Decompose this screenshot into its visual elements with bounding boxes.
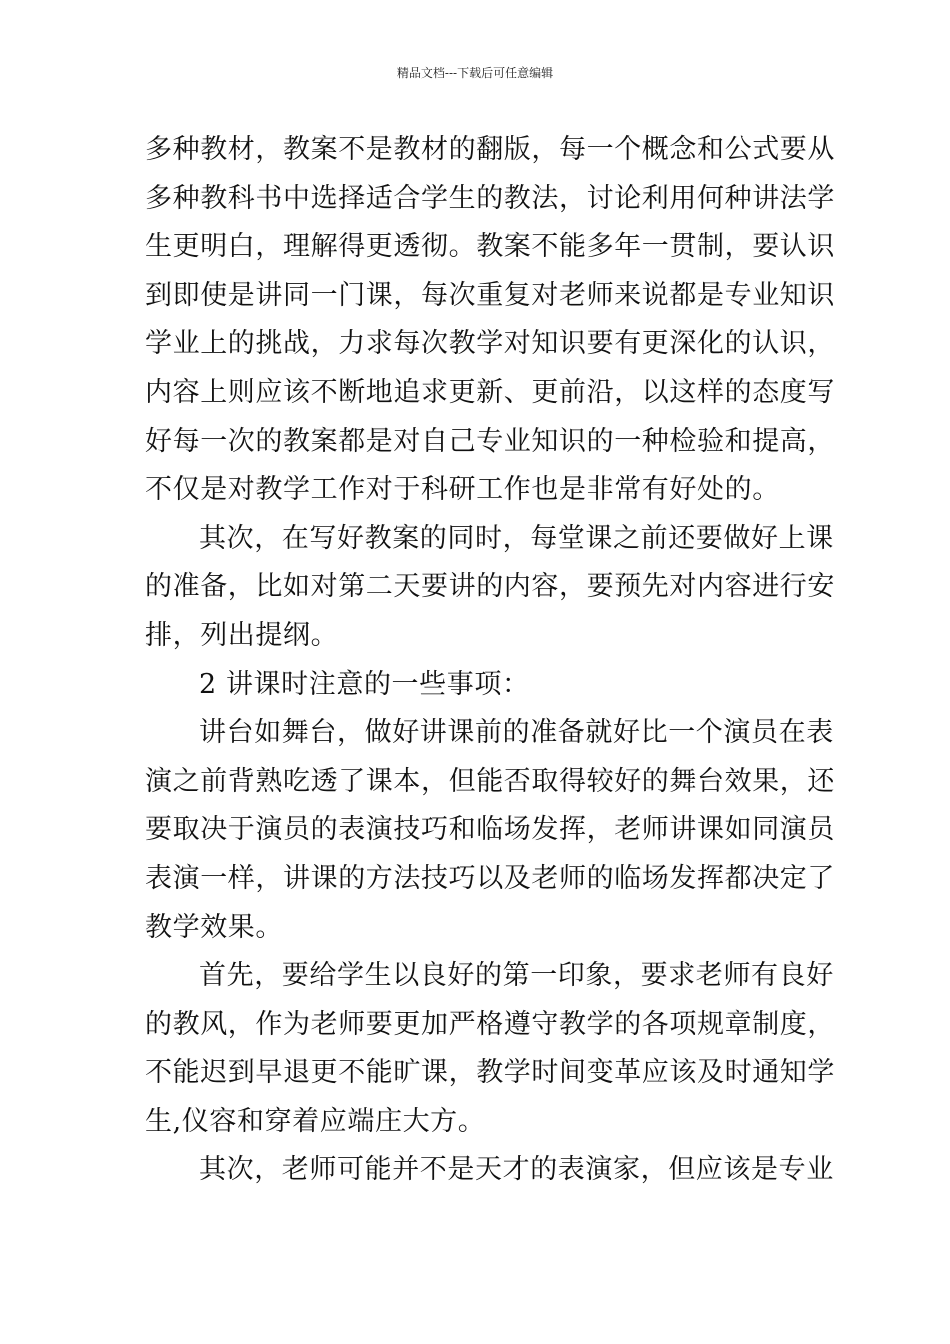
text-line: 的教风，作为老师要更加严格遵守教学的各项规章制度， <box>145 1008 835 1040</box>
text-line: 演之前背熟吃透了课本，但能否取得较好的舞台效果，还 <box>145 765 835 797</box>
text-line: 多种教材，教案不是教材的翻版，每一个概念和公式要从 <box>145 134 835 165</box>
text-line: 生更明白，理解得更透彻。教案不能多年一贯制，要认识 <box>145 231 835 263</box>
paragraph-first-line: 讲台如舞台，做好讲课前的准备就好比一个演员在表 <box>199 717 834 749</box>
document-body <box>145 126 835 1195</box>
text-line: 教学效果。 <box>145 911 283 943</box>
text-line: 生,仪容和穿着应端庄大方。 <box>145 1105 486 1137</box>
text-line: 到即使是讲同一门课，每次重复对老师来说都是专业知识 <box>145 279 835 311</box>
text-line: 好每一次的教案都是对自己专业知识的一种检验和提高， <box>145 425 835 457</box>
paragraph-first-line: 其次，在写好教案的同时，每堂课之前还要做好上课 <box>199 522 834 554</box>
text-line: 不仅是对教学工作对于科研工作也是非常有好处的。 <box>145 474 780 506</box>
text-line: 不能迟到早退更不能旷课，教学时间变革应该及时通知学 <box>145 1057 835 1089</box>
page-header: 精品文档---下载后可任意编辑 <box>396 66 554 80</box>
text-line: 学业上的挑战，力求每次教学对知识要有更深化的认识， <box>145 328 835 360</box>
paragraph-first-line: 其次，老师可能并不是天才的表演家，但应该是专业 <box>199 1154 834 1186</box>
text-line: 表演一样，讲课的方法技巧以及老师的临场发挥都决定了 <box>145 862 835 894</box>
text-line: 要取决于演员的表演技巧和临场发挥，老师讲课如同演员 <box>145 814 835 846</box>
paragraph-first-line: 首先，要给学生以良好的第一印象，要求老师有良好 <box>199 960 834 992</box>
text-line: 内容上则应该不断地追求更新、更前沿，以这样的态度写 <box>145 376 835 408</box>
text-line: 多种教科书中选择适合学生的教法，讨论利用何种讲法学 <box>145 182 835 214</box>
section-heading: 2 讲课时注意的一些事项： <box>199 668 530 700</box>
text-line: 排，列出提纲。 <box>145 619 339 651</box>
text-line: 的准备，比如对第二天要讲的内容，要预先对内容进行安 <box>145 571 835 603</box>
